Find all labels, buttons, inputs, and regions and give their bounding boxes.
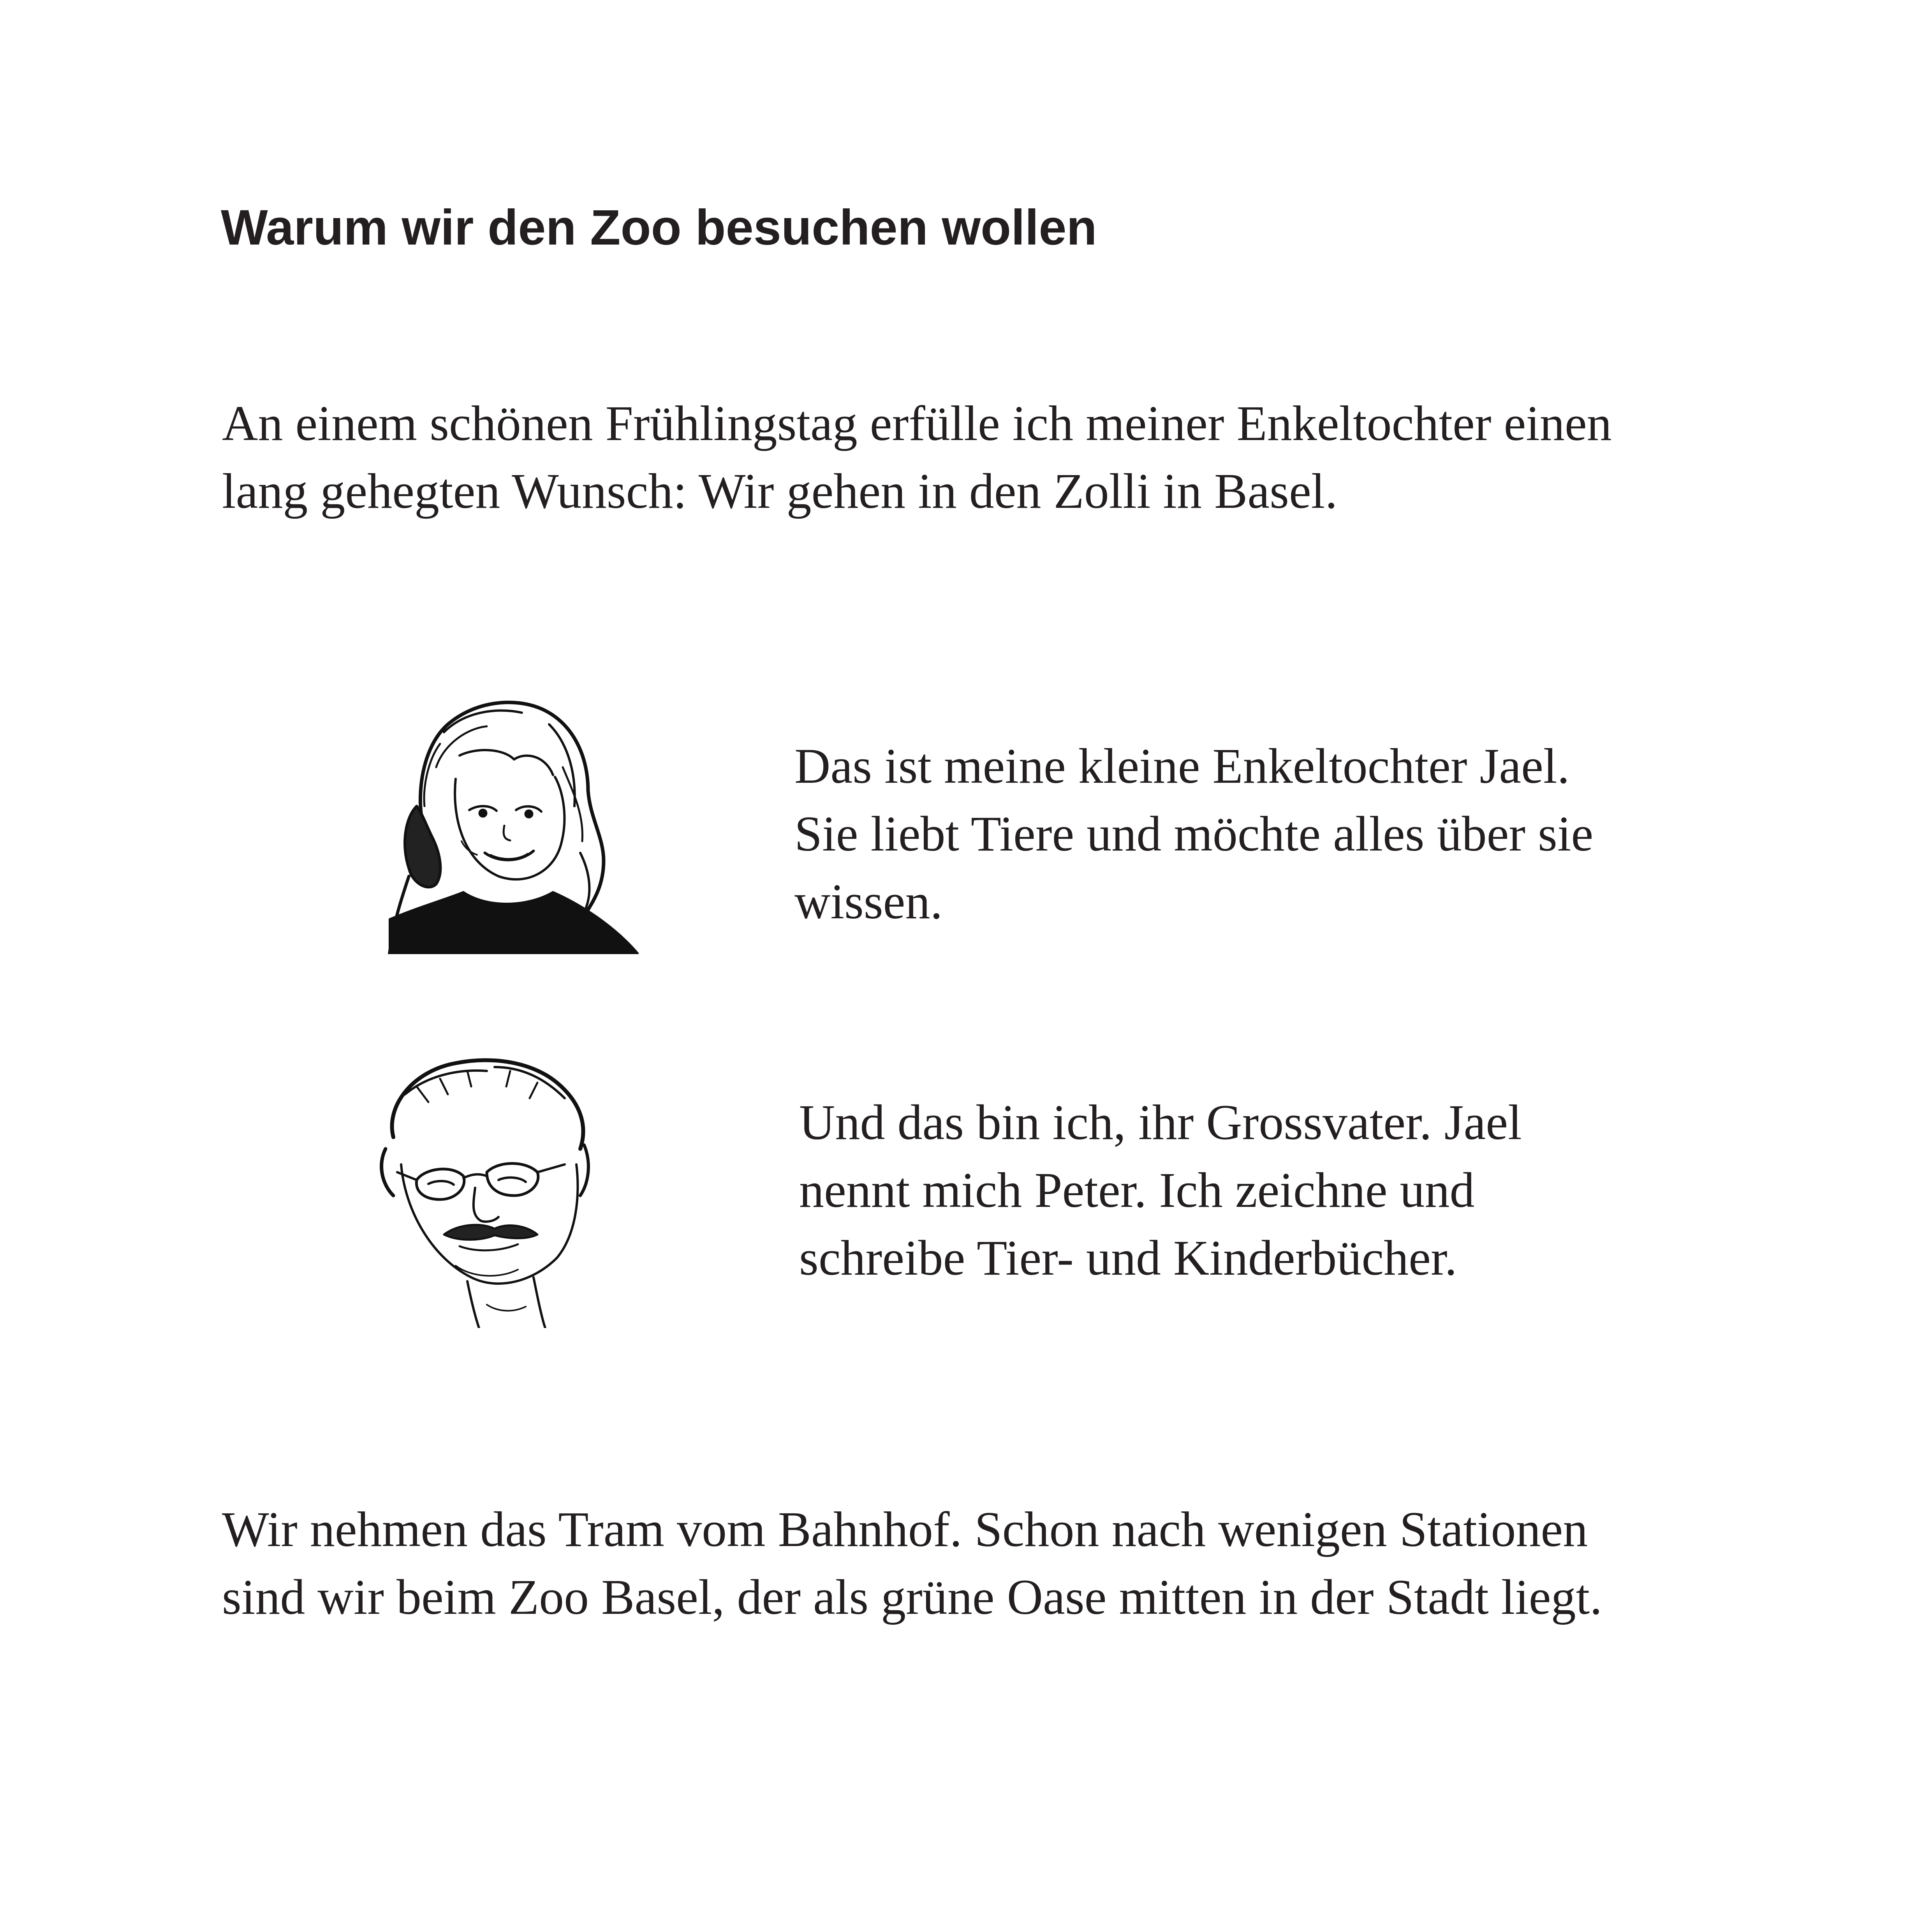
page-title: Warum wir den Zoo besuchen wollen [221,200,1097,255]
jael-caption-line: Das ist meine kleine Enkeltochter Jael. [794,738,1570,794]
jael-caption-line: wissen. [794,874,943,929]
child-portrait-icon [386,689,639,954]
intro-paragraph [222,389,1612,525]
jael-caption-line: Sie liebt Tiere und möchte alles über sie [794,806,1594,861]
peter-caption [799,1088,1522,1292]
jael-caption [794,732,1593,935]
grandfather-portrait-icon [370,1048,619,1328]
peter-caption-line: Und das bin ich, ihr Grossvater. Jael [799,1095,1522,1150]
peter-caption-line: schreibe Tier- und Kinderbücher. [799,1230,1457,1286]
closing-paragraph [222,1495,1602,1631]
closing-line: sind wir beim Zoo Basel, der als grüne Oase mitten in der Stadt liegt. [222,1569,1603,1625]
closing-line: Wir nehmen das Tram vom Bahnhof. Schon nach wenigen Stationen [222,1502,1588,1557]
peter-caption-line: nennt mich Peter. Ich zeichne und [799,1162,1475,1218]
intro-line: lang gehegten Wunsch: Wir gehen in den Zolli in Basel. [222,463,1338,519]
intro-line: An einem schönen Frühlingstag erfülle ich meiner Enkeltochter einen [222,396,1612,451]
